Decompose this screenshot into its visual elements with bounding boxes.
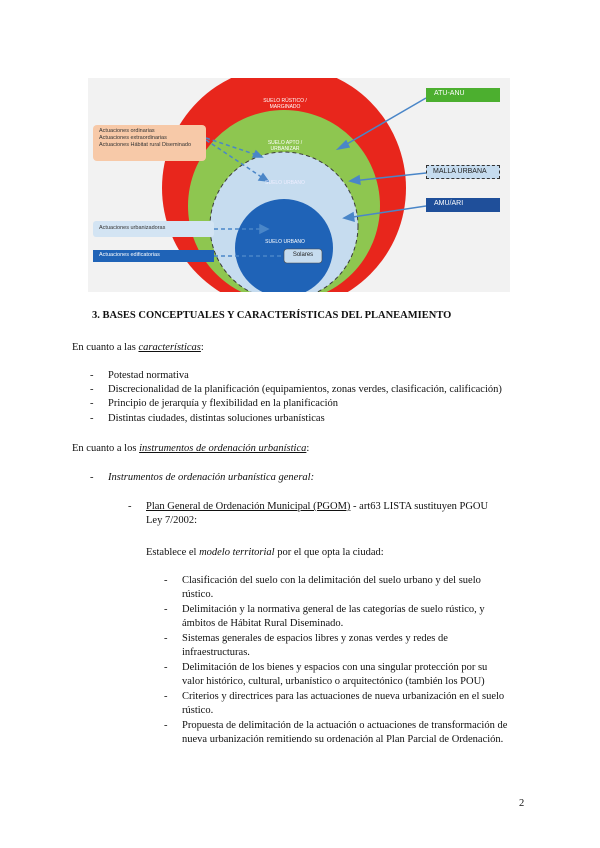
solares-label: Solares — [292, 252, 314, 258]
label-urbano-blue: SUELO URBANO — [265, 239, 305, 245]
dash: - — [90, 413, 94, 424]
sub-heading: Instrumentos de ordenación urbanística general: — [108, 472, 315, 483]
intro-caracteristicas — [72, 341, 204, 354]
dash: - — [164, 662, 168, 673]
establece-prefix: Establece el — [146, 547, 200, 558]
left-box-line: Actuaciones extraordinarias — [99, 135, 167, 141]
list-item-line: Sistemas generales de espacios libres y zonas verdes y redes de — [182, 633, 448, 644]
dash: - — [164, 633, 168, 644]
intro-suffix: : — [200, 342, 204, 353]
dash: - — [164, 691, 168, 702]
left-box-urbanizadoras: Actuaciones urbanizadoras — [93, 221, 214, 237]
dash: - — [90, 370, 94, 381]
dash: - — [90, 384, 94, 395]
list-item-line: Delimitación de los bienes y espacios con una singular protección por su — [182, 662, 488, 673]
establece-line — [146, 546, 384, 559]
list-item: Principio de jerarquía y flexibilidad en la planificación — [108, 398, 339, 409]
label-rustico: SUELO RÚSTICO / MARGINADO — [263, 98, 307, 110]
pgom-line — [146, 500, 488, 513]
intro-link: instrumentos de ordenación urbanística — [139, 443, 307, 454]
tag-amu-ari: AMU/ARI — [426, 198, 500, 212]
pgom-rest: - art63 LISTA sustituyen PGOU — [350, 501, 489, 512]
list-item-line: Clasificación del suelo con la delimitación del suelo urbano y del suelo — [182, 575, 481, 586]
tag-atu-anu: ATU-ANU — [426, 88, 500, 102]
establece-suffix: por el que opta la ciudad: — [274, 547, 384, 558]
dash: - — [128, 501, 132, 512]
dash: - — [164, 575, 168, 586]
list-item: Discrecionalidad de la planificación (equipamientos, zonas verdes, clasificación, calificación) — [108, 384, 502, 395]
list-item-line: ámbitos de Hábitat Rural Diseminado. — [182, 618, 344, 629]
establece-em: modelo territorial — [199, 547, 275, 558]
intro-link: características — [138, 342, 201, 353]
pgom-link: Plan General de Ordenación Municipal (PGOM) — [146, 501, 351, 512]
list-item-line: Criterios y directrices para las actuaciones de nueva urbanización en el suelo — [182, 691, 505, 702]
intro-prefix: En cuanto a los — [72, 443, 140, 454]
intro-prefix: En cuanto a las — [72, 342, 139, 353]
page-number: 2 — [519, 798, 525, 809]
dash: - — [164, 720, 168, 731]
dash: - — [90, 398, 94, 409]
dash: - — [90, 472, 94, 483]
list-item-line: rústico. — [182, 705, 214, 716]
left-box-line: Actuaciones ordinarias — [99, 128, 155, 134]
list-item: Potestad normativa — [108, 370, 189, 381]
intro-suffix: : — [306, 443, 310, 454]
list-item-line: Propuesta de delimitación de la actuación o actuaciones de transformación de — [182, 720, 508, 731]
list-item: Distintas ciudades, distintas soluciones urbanísticas — [108, 413, 325, 424]
section-heading: 3. BASES CONCEPTUALES Y CARACTERÍSTICAS DEL PLANEAMIENTO — [92, 310, 452, 321]
left-box-actuaciones — [93, 125, 206, 161]
label-urbano-light: SUELO URBANO — [265, 180, 305, 186]
label-apto: SUELO APTO / URBANIZAR — [267, 140, 303, 152]
left-box-line: Actuaciones Hábitat rural Diseminado — [99, 142, 192, 148]
list-item-line: Delimitación y la normativa general de las categorías de suelo rústico, y — [182, 604, 485, 615]
list-item-line: nueva urbanización remitiendo su ordenación al Plan Parcial de Ordenación. — [182, 734, 504, 745]
intro-instrumentos — [72, 442, 309, 455]
dash: - — [164, 604, 168, 615]
list-item-line: valor histórico, cultural, urbanístico o arquitectónico (también los POU) — [182, 676, 485, 687]
pgom-line2: Ley 7/2002: — [146, 515, 198, 526]
list-item-line: infraestructuras. — [182, 647, 250, 658]
left-box-edificatorias: Actuaciones edificatorias — [93, 250, 214, 262]
urban-planning-diagram — [88, 78, 510, 292]
tag-malla-urbana: MALLA URBANA — [426, 165, 500, 179]
list-item-line: rústico. — [182, 589, 214, 600]
